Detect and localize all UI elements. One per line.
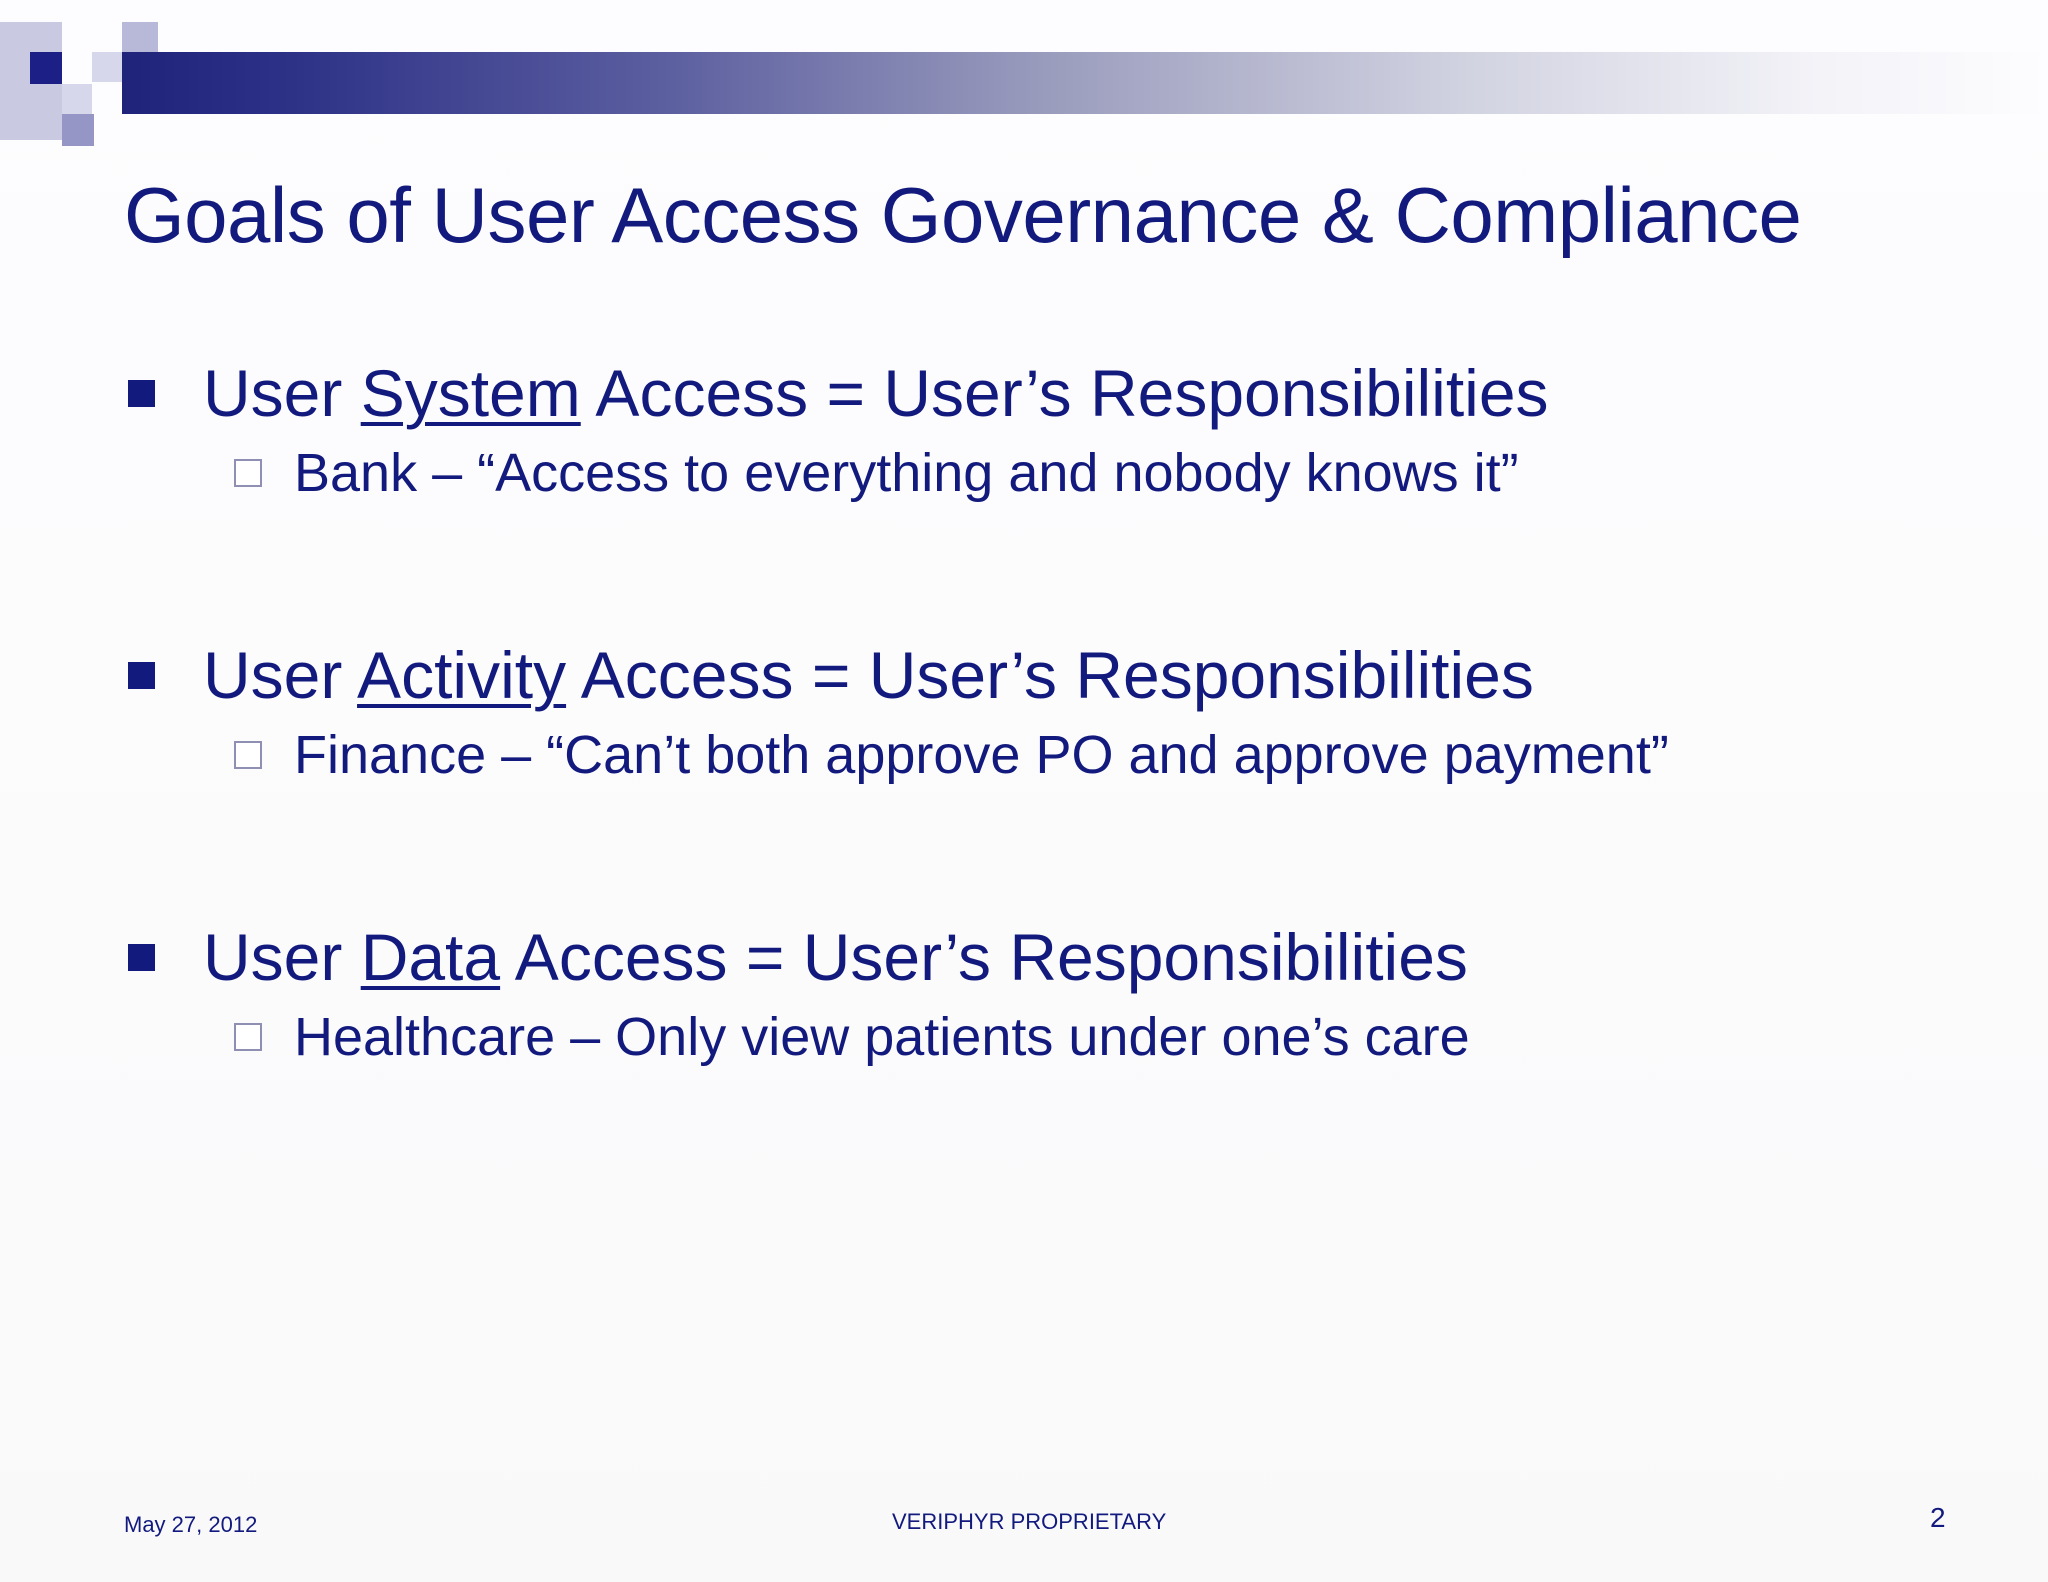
sub-bullet-item	[234, 441, 1519, 505]
decorative-square	[92, 52, 122, 82]
bullet-underlined-term: System	[360, 356, 581, 430]
decorative-square	[62, 114, 94, 146]
bullet-suffix: Access = User’s Responsibilities	[580, 356, 1549, 430]
sub-bullet-text: Finance – “Can’t both approve PO and approve payment”	[294, 725, 1669, 785]
decorative-square	[30, 52, 62, 84]
slide-title: Goals of User Access Governance & Compliance	[124, 171, 1802, 259]
decorative-square	[122, 22, 158, 52]
bullet-text	[203, 919, 1468, 995]
bullet-suffix: Access = User’s Responsibilities	[566, 638, 1534, 712]
bullet-item	[128, 917, 1468, 997]
hollow-square-bullet-icon	[234, 1023, 262, 1051]
footer-proprietary-label: VERIPHYR PROPRIETARY	[892, 1509, 1167, 1534]
sub-bullet-text: Healthcare – Only view patients under one’s care	[294, 1007, 1470, 1067]
bullet-prefix: User	[203, 638, 358, 712]
bullet-prefix: User	[203, 920, 361, 994]
bullet-item	[128, 635, 1534, 715]
bullet-suffix: Access = User’s Responsibilities	[500, 920, 1468, 994]
sub-bullet-item	[234, 723, 1669, 787]
header-gradient-bar	[122, 52, 2048, 114]
bullet-underlined-term: Data	[360, 920, 501, 994]
bullet-item	[128, 353, 1549, 433]
sub-bullet-item	[234, 1005, 1470, 1069]
page-number: 2	[1930, 1502, 1946, 1533]
hollow-square-bullet-icon	[234, 459, 262, 487]
bullet-text	[203, 355, 1549, 431]
footer-date: May 27, 2012	[124, 1512, 258, 1537]
square-bullet-icon	[128, 380, 155, 407]
sub-bullet-text: Bank – “Access to everything and nobody knows it”	[294, 443, 1519, 503]
square-bullet-icon	[128, 944, 155, 971]
bullet-text	[203, 637, 1534, 713]
hollow-square-bullet-icon	[234, 741, 262, 769]
square-bullet-icon	[128, 662, 155, 689]
bullet-prefix: User	[203, 356, 361, 430]
decorative-square	[62, 84, 92, 114]
bullet-underlined-term: Activity	[357, 638, 567, 712]
